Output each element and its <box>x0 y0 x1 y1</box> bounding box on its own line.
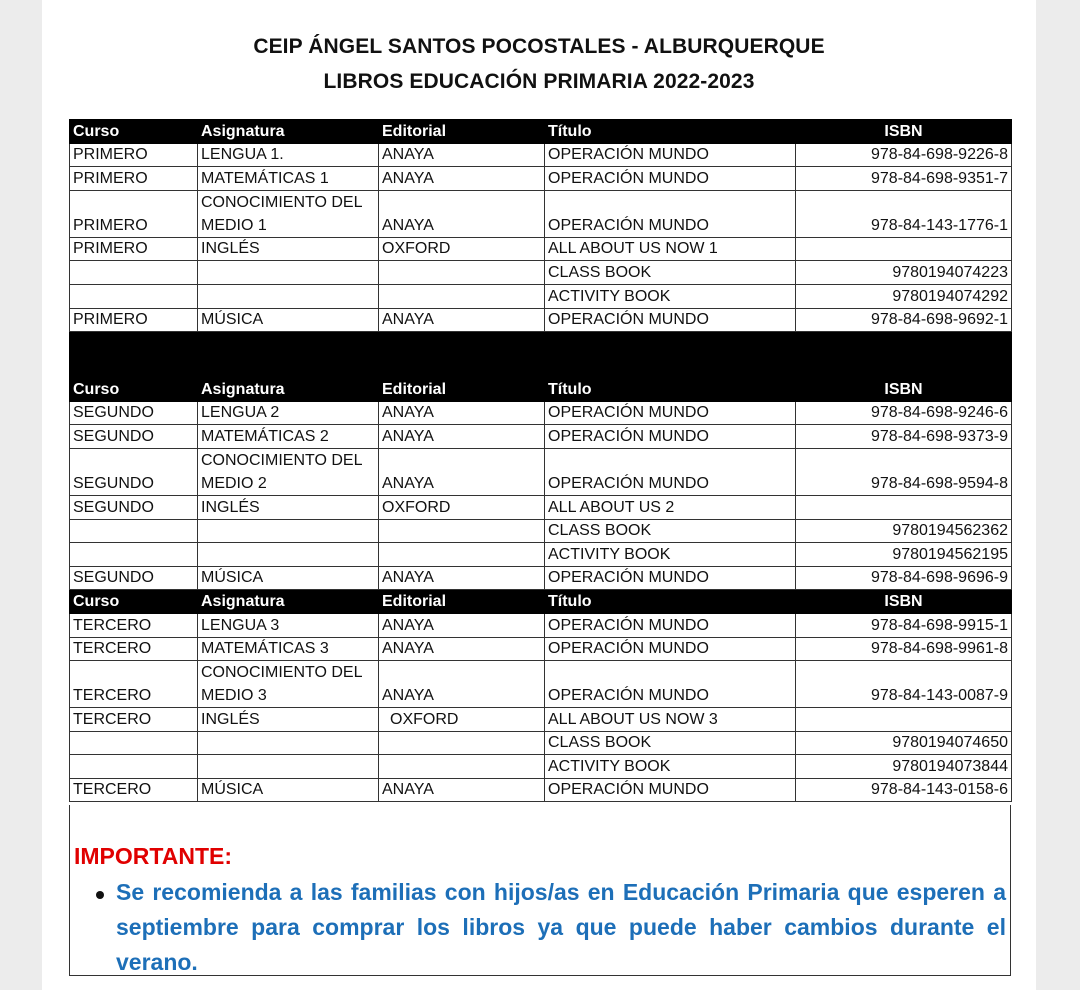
column-header-titulo: Título <box>545 120 796 144</box>
cell-editorial: ANAYA <box>379 613 545 637</box>
cell-isbn <box>796 237 1012 261</box>
cell-asignatura: LENGUA 3 <box>198 613 379 637</box>
segundo-header-row <box>70 378 1012 402</box>
cell-curso: SEGUNDO <box>70 495 198 519</box>
cell-titulo: OPERACIÓN MUNDO <box>545 167 796 191</box>
important-message: Se recomienda a las familias con hijos/as en Educación Primaria que esperen a septiembre para comprar los libros ya que puede haber cambios durante el verano. <box>116 879 1006 975</box>
cell-isbn: 978-84-698-9915-1 <box>796 613 1012 637</box>
cell-editorial: ANAYA <box>379 661 545 708</box>
cell-curso <box>70 519 198 543</box>
column-header-asignatura: Asignatura <box>198 378 379 402</box>
cell-editorial <box>379 708 545 732</box>
cell-isbn: 978-84-698-9373-9 <box>796 425 1012 449</box>
cell-titulo: ACTIVITY BOOK <box>545 284 796 308</box>
cell-curso: SEGUNDO <box>70 425 198 449</box>
cell-editorial: ANAYA <box>379 401 545 425</box>
cell-curso: TERCERO <box>70 637 198 661</box>
cell-editorial: ANAYA <box>379 566 545 590</box>
cell-editorial <box>379 519 545 543</box>
cell-asignatura: MÚSICA <box>198 308 379 332</box>
column-header-asignatura: Asignatura <box>198 590 379 614</box>
cell-editorial: ANAYA <box>379 143 545 167</box>
cell-asignatura: INGLÉS <box>198 708 379 732</box>
cell-isbn: 9780194562362 <box>796 519 1012 543</box>
cell-asignatura <box>198 661 379 708</box>
cell-editorial: ANAYA <box>379 308 545 332</box>
cell-isbn <box>796 708 1012 732</box>
cell-isbn: 9780194562195 <box>796 543 1012 567</box>
table-row <box>70 284 1012 308</box>
cell-editorial <box>379 261 545 285</box>
cell-editorial <box>379 731 545 755</box>
books-table <box>69 119 1012 802</box>
column-header-editorial: Editorial <box>379 120 545 144</box>
table-row <box>70 778 1012 802</box>
school-title: CEIP ÁNGEL SANTOS POCOSTALES - ALBURQUERQUE <box>253 35 825 58</box>
cell-titulo: CLASS BOOK <box>545 731 796 755</box>
cell-curso: PRIMERO <box>70 237 198 261</box>
table-row <box>70 237 1012 261</box>
cell-curso <box>70 543 198 567</box>
cell-editorial: ANAYA <box>379 425 545 449</box>
column-header-curso: Curso <box>70 590 198 614</box>
important-note <box>69 805 1011 976</box>
cell-curso: TERCERO <box>70 661 198 708</box>
table-row <box>70 755 1012 779</box>
cell-asignatura: MATEMÁTICAS 3 <box>198 637 379 661</box>
table-row <box>70 637 1012 661</box>
column-header-titulo: Título <box>545 590 796 614</box>
primero-header-row <box>70 120 1012 144</box>
cell-curso <box>70 755 198 779</box>
cell-editorial: ANAYA <box>379 167 545 191</box>
cell-curso <box>70 284 198 308</box>
cell-titulo: OPERACIÓN MUNDO <box>545 778 796 802</box>
cell-curso: PRIMERO <box>70 190 198 237</box>
cell-curso: SEGUNDO <box>70 448 198 495</box>
cell-isbn: 978-84-698-9351-7 <box>796 167 1012 191</box>
viewer-margin <box>1036 0 1080 990</box>
column-header-isbn: ISBN <box>796 378 1012 402</box>
cell-titulo: OPERACIÓN MUNDO <box>545 308 796 332</box>
column-header-isbn: ISBN <box>796 120 1012 144</box>
table-row <box>70 261 1012 285</box>
cell-asignatura <box>198 448 379 495</box>
table-row <box>70 425 1012 449</box>
cell-editorial: ANAYA <box>379 778 545 802</box>
cell-curso: SEGUNDO <box>70 566 198 590</box>
cell-isbn: 9780194074223 <box>796 261 1012 285</box>
cell-editorial <box>379 543 545 567</box>
cell-editorial-text: OXFORD <box>390 710 459 728</box>
cell-titulo: OPERACIÓN MUNDO <box>545 661 796 708</box>
cell-editorial: ANAYA <box>379 448 545 495</box>
cell-curso: PRIMERO <box>70 308 198 332</box>
cell-asignatura <box>198 190 379 237</box>
column-header-asignatura: Asignatura <box>198 120 379 144</box>
cell-isbn: 978-84-143-0158-6 <box>796 778 1012 802</box>
cell-editorial: ANAYA <box>379 637 545 661</box>
cell-isbn: 978-84-698-9226-8 <box>796 143 1012 167</box>
cell-titulo: OPERACIÓN MUNDO <box>545 566 796 590</box>
divider-cell <box>198 332 379 378</box>
table-row <box>70 661 1012 708</box>
cell-isbn <box>796 495 1012 519</box>
document-subtitle: LIBROS EDUCACIÓN PRIMARIA 2022-2023 <box>323 70 755 93</box>
section-divider <box>70 332 1012 378</box>
divider-cell <box>70 332 198 378</box>
cell-isbn: 978-84-698-9961-8 <box>796 637 1012 661</box>
cell-titulo: CLASS BOOK <box>545 519 796 543</box>
cell-titulo: ALL ABOUT US NOW 1 <box>545 237 796 261</box>
document-page <box>42 0 1036 990</box>
table-row <box>70 448 1012 495</box>
cell-isbn: 9780194074292 <box>796 284 1012 308</box>
cell-titulo: ALL ABOUT US 2 <box>545 495 796 519</box>
table-row <box>70 143 1012 167</box>
cell-editorial <box>379 755 545 779</box>
tercero-header-row <box>70 590 1012 614</box>
cell-asignatura-text: CONOCIMIENTO DEL MEDIO 2 <box>201 451 362 492</box>
divider-cell <box>379 332 545 378</box>
cell-editorial: ANAYA <box>379 190 545 237</box>
table-row <box>70 401 1012 425</box>
table-row <box>70 566 1012 590</box>
table-row <box>70 519 1012 543</box>
table-row <box>70 731 1012 755</box>
divider-cell <box>545 332 796 378</box>
cell-asignatura: MATEMÁTICAS 1 <box>198 167 379 191</box>
cell-titulo: OPERACIÓN MUNDO <box>545 190 796 237</box>
column-header-editorial: Editorial <box>379 590 545 614</box>
cell-isbn: 978-84-143-0087-9 <box>796 661 1012 708</box>
table-row <box>70 167 1012 191</box>
cell-titulo: OPERACIÓN MUNDO <box>545 401 796 425</box>
column-header-curso: Curso <box>70 378 198 402</box>
cell-asignatura-text: CONOCIMIENTO DEL MEDIO 3 <box>201 664 362 705</box>
cell-editorial: OXFORD <box>379 237 545 261</box>
cell-asignatura <box>198 261 379 285</box>
cell-titulo: ACTIVITY BOOK <box>545 755 796 779</box>
cell-curso <box>70 731 198 755</box>
cell-curso: TERCERO <box>70 708 198 732</box>
cell-asignatura <box>198 284 379 308</box>
cell-titulo: OPERACIÓN MUNDO <box>545 425 796 449</box>
column-header-titulo: Título <box>545 378 796 402</box>
cell-asignatura <box>198 731 379 755</box>
cell-asignatura: MATEMÁTICAS 2 <box>198 425 379 449</box>
cell-titulo: OPERACIÓN MUNDO <box>545 613 796 637</box>
cell-titulo: CLASS BOOK <box>545 261 796 285</box>
important-label: IMPORTANTE: <box>74 843 233 869</box>
cell-asignatura: LENGUA 2 <box>198 401 379 425</box>
table-row <box>70 495 1012 519</box>
cell-titulo: OPERACIÓN MUNDO <box>545 637 796 661</box>
cell-asignatura: INGLÉS <box>198 495 379 519</box>
table-row <box>70 708 1012 732</box>
cell-asignatura: INGLÉS <box>198 237 379 261</box>
cell-titulo: OPERACIÓN MUNDO <box>545 143 796 167</box>
table-row <box>70 543 1012 567</box>
cell-curso: SEGUNDO <box>70 401 198 425</box>
cell-editorial: OXFORD <box>379 495 545 519</box>
cell-isbn: 978-84-143-1776-1 <box>796 190 1012 237</box>
cell-isbn: 9780194073844 <box>796 755 1012 779</box>
column-header-isbn: ISBN <box>796 590 1012 614</box>
cell-titulo: OPERACIÓN MUNDO <box>545 448 796 495</box>
cell-isbn: 978-84-698-9594-8 <box>796 448 1012 495</box>
table-row <box>70 190 1012 237</box>
cell-curso: PRIMERO <box>70 167 198 191</box>
cell-curso <box>70 261 198 285</box>
cell-asignatura: MÚSICA <box>198 778 379 802</box>
cell-isbn: 978-84-698-9696-9 <box>796 566 1012 590</box>
cell-curso: TERCERO <box>70 778 198 802</box>
cell-isbn: 9780194074650 <box>796 731 1012 755</box>
cell-asignatura <box>198 543 379 567</box>
cell-asignatura: MÚSICA <box>198 566 379 590</box>
cell-titulo: ALL ABOUT US NOW 3 <box>545 708 796 732</box>
cell-isbn: 978-84-698-9692-1 <box>796 308 1012 332</box>
cell-editorial <box>379 284 545 308</box>
bullet-icon <box>96 891 104 899</box>
column-header-editorial: Editorial <box>379 378 545 402</box>
cell-isbn: 978-84-698-9246-6 <box>796 401 1012 425</box>
cell-asignatura: LENGUA 1. <box>198 143 379 167</box>
cell-curso: PRIMERO <box>70 143 198 167</box>
column-header-curso: Curso <box>70 120 198 144</box>
divider-cell <box>796 332 1012 378</box>
table-row <box>70 308 1012 332</box>
cell-asignatura-text: CONOCIMIENTO DEL MEDIO 1 <box>201 193 362 234</box>
cell-curso: TERCERO <box>70 613 198 637</box>
cell-asignatura <box>198 755 379 779</box>
cell-titulo: ACTIVITY BOOK <box>545 543 796 567</box>
table-row <box>70 613 1012 637</box>
cell-asignatura <box>198 519 379 543</box>
